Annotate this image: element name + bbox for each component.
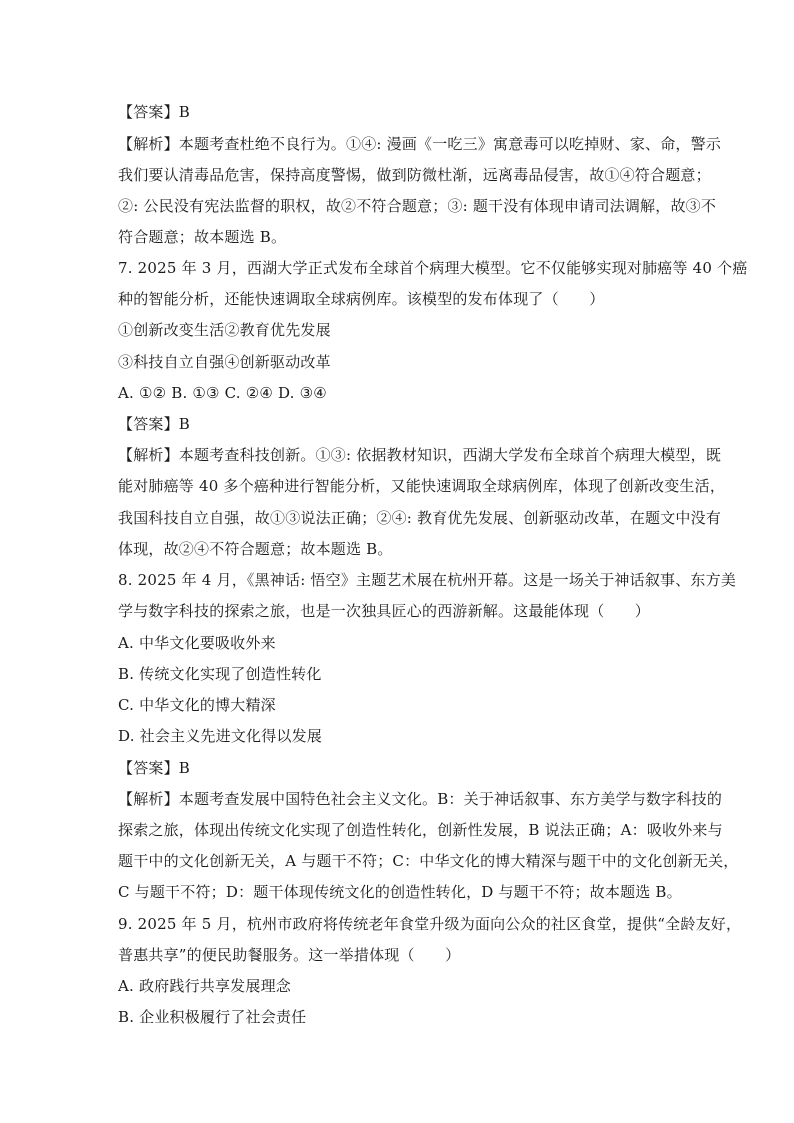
analysis-text: 我们要认清毒品危害，保持高度警惕，做到防微杜渐，远离毒品侵害，故①④符合题意； [118,166,711,184]
analysis-text: 我国科技自立自强，故①③说法正确；②④: 教育优先发展、创新驱动改革，在题文中没有 [118,509,722,527]
question-stem: 7. 2025 年 3 月，西湖大学正式发布全球首个病理大模型。它不仅能够实现对肺癌等 40 个癌 [118,259,748,277]
answer-choices: A. ①② B. ①③ C. ②④ D. ③④ [118,384,327,402]
analysis-text: C 与题干不符；D：题干体现传统文化的创造性转化，D 与题干不符；故本题选 B。 [118,883,682,901]
option-c: C. 中华文化的博大精深 [118,696,276,714]
question-stem: 种的智能分析，还能快速调取全球病例库。该模型的发布体现了（ ） [118,290,605,308]
question-stem: 学与数字科技的探索之旅，也是一次独具匠心的西游新解。这最能体现（ ） [118,602,651,620]
question-stem: 9. 2025 年 5 月，杭州市政府将传统老年食堂升级为面向公众的社区食堂，提供“全龄友好， [118,915,742,933]
option-b: B. 传统文化实现了创造性转化 [118,665,322,683]
option-a: A. 政府践行共享发展理念 [118,977,291,995]
option-b: B. 企业积极履行了社会责任 [118,1008,307,1026]
analysis-text: 体现，故②④不符合题意；故本题选 B。 [118,540,393,558]
answer-label: 【答案】B [118,415,191,433]
analysis-text: 题干中的文化创新无关，A 与题干不符；C：中华文化的博大精深与题干中的文化创新无关， [118,852,739,870]
analysis-text: ②: 公民没有宪法监督的职权，故②不符合题意；③: 题干没有体现申请司法调解，故③不 [118,197,717,215]
answer-label: 【答案】B [118,103,191,121]
option-d: D. 社会主义先进文化得以发展 [118,727,323,745]
question-stem: 8. 2025 年 4 月，《黑神话: 悟空》主题艺术展在杭州开幕。这是一场关于神话叙事、东方美 [118,571,737,589]
question-stem: 普惠共享”的便民助餐服务。这一举措体现（ ） [118,946,461,964]
analysis-text: 探索之旅，体现出传统文化实现了创造性转化，创新性发展，B 说法正确；A：吸收外来与 [118,821,723,839]
analysis-text: 【解析】本题考查发展中国特色社会主义文化。B：关于神话叙事、东方美学与数字科技的 [118,790,723,808]
option-statement: ①创新改变生活②教育优先发展 [118,321,331,339]
option-a: A. 中华文化要吸收外来 [118,634,276,652]
answer-label: 【答案】B [118,759,191,777]
analysis-text: 【解析】本题考查科技创新。①③: 依据教材知识，西湖大学发布全球首个病理大模型，既 [118,446,722,464]
option-statement: ③科技自立自强④创新驱动改革 [118,353,331,371]
analysis-text: 【解析】本题考查杜绝不良行为。①④: 漫画《一吃三》寓意毒可以吃掉财、家、命，警示 [118,135,722,153]
analysis-text: 能对肺癌等 40 多个癌种进行智能分析，又能快速调取全球病例库，体现了创新改变生活， [118,477,726,495]
analysis-text: 符合题意；故本题选 B。 [118,228,287,246]
